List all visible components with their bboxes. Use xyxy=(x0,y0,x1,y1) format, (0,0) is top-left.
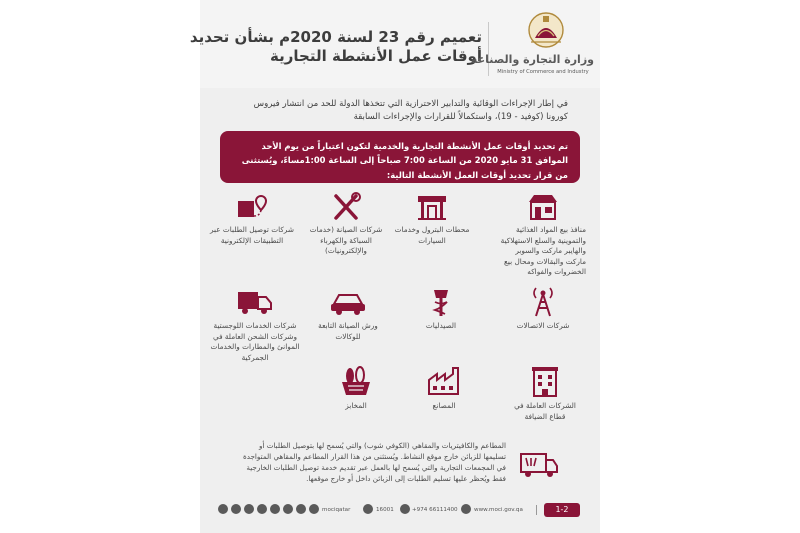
delivery-map-icon xyxy=(235,192,269,222)
whatsapp-icon xyxy=(400,504,410,514)
intro-text: في إطار الإجراءات الوقائية والتدابير الاحترازية التي تتخذها الدولة للحد من انتشار فيروس كورونا (كوفيد - 19)، واستكمالاً للقرارات والإجراءات السابقة xyxy=(253,99,568,123)
hotline-number[interactable]: 16001 xyxy=(376,507,394,513)
header xyxy=(189,0,600,88)
twitter-icon[interactable] xyxy=(270,504,280,514)
food-truck-icon xyxy=(518,448,560,480)
activity-hospitality-label: الشركات العاملة في قطاع الضيافة xyxy=(514,401,576,421)
factory-icon xyxy=(426,364,462,398)
facebook-icon[interactable] xyxy=(218,504,228,514)
activity-bakeries-label: المخابز xyxy=(345,401,367,410)
activity-food-label: منافذ بيع المواد الغذائية والتموينية والسلع الاستهلاكية والهايبر ماركت والسوبر ماركت والبقالات ومحال بيع الخضروات والفواكه xyxy=(500,225,586,277)
bread-basket-icon xyxy=(338,364,374,398)
footer-divider xyxy=(536,505,537,515)
infographic-card xyxy=(189,0,600,533)
antenna-icon xyxy=(526,284,560,318)
telegram-icon[interactable] xyxy=(244,504,254,514)
page-number-badge: 1-2 xyxy=(544,503,580,517)
activity-delivery-label: شركات توصيل الطلبات عبر التطبيقات الإلكترونية xyxy=(210,225,294,245)
tiktok-icon[interactable] xyxy=(231,504,241,514)
ministry-name-en: Ministry of Commerce and Industry xyxy=(497,69,589,75)
phone-icon xyxy=(363,504,373,514)
activity-maintenance-label: شركات الصيانة (خدمات السباكة والكهرباء والإلكترونيات) xyxy=(309,225,383,256)
banner-text: تم تحديد أوقات عمل الأنشطة التجارية والخدمية لتكون اعتباراً من يوم الأحد الموافق 31 مايو 2020 من الساعة 7:00 صباحاً إلى الساعة 1:00مساءً، ويُستثنى من قرار تحديد أوقات العمل الأنشطة التالية: xyxy=(241,141,568,180)
social-handle[interactable]: mociqatar xyxy=(322,507,351,513)
activity-factories-label: المصانع xyxy=(432,401,456,410)
activity-pharmacy-label: الصيدليات xyxy=(425,321,457,330)
page-title xyxy=(189,28,482,66)
ministry-name-ar: وزارة التجارة والصناعة xyxy=(470,53,594,66)
fuel-station-icon xyxy=(415,192,449,222)
ministry-emblem-icon xyxy=(517,8,575,52)
activity-workshops xyxy=(308,284,388,342)
activity-logistics xyxy=(208,284,302,363)
store-icon xyxy=(526,192,560,222)
activity-telecom-label: شركات الاتصالات xyxy=(516,321,570,330)
title-line-2: أوقات عمل الأنشطة التجارية xyxy=(270,47,482,66)
youtube-icon[interactable] xyxy=(257,504,267,514)
activity-pharmacy xyxy=(406,284,476,332)
activity-food xyxy=(500,192,586,278)
tools-icon xyxy=(329,192,363,222)
phone-number[interactable]: +974 66111400 xyxy=(412,507,458,513)
hotel-icon xyxy=(528,364,562,398)
restaurants-note: المطاعم والكافيتريات والمقاهي (الكوفي شوب) والتي يُسمح لها بتوصيل الطلبات أو تسليمها للزبائن خارج موقع النشاط. ويُستثنى من هذا القرار المطاعم والمقاهي المتواجدة في المجمعات التجارية والتي يُسمح لها بالعمل عبر تقديم خدمة توصيل الطلبات الخارجية فقط ويُحظر عليها تسليم الطلبات إلى الزبائن داخل أو خارج موقعها. xyxy=(242,441,506,484)
instagram-icon[interactable] xyxy=(296,504,306,514)
website-link[interactable]: www.moci.gov.qa xyxy=(474,507,523,513)
globe-icon xyxy=(461,504,471,514)
activity-delivery xyxy=(208,192,296,246)
activity-maintenance xyxy=(304,192,388,257)
linkedin-icon[interactable] xyxy=(309,504,319,514)
header-divider xyxy=(488,22,489,76)
activity-logistics-label: شركات الخدمات اللوجستية وشركات الشحن العاملة في الموانئ والمطارات والخدمات الجمركية xyxy=(210,321,300,362)
activity-workshops-label: ورش الصيانة التابعة للوكالات xyxy=(318,321,378,341)
activity-fuel-label: محطات البترول وخدمات السيارات xyxy=(394,225,470,245)
truck-icon xyxy=(235,284,275,318)
announcement-banner xyxy=(220,131,580,183)
activity-bakeries xyxy=(324,364,388,412)
snapchat-icon[interactable] xyxy=(283,504,293,514)
activity-telecom xyxy=(506,284,580,332)
car-icon xyxy=(328,284,368,318)
activity-hospitality xyxy=(506,364,584,422)
activity-factories xyxy=(412,364,476,412)
pharmacy-icon xyxy=(424,284,458,318)
activity-fuel xyxy=(392,192,472,246)
title-line-1: تعميم رقم 23 لسنة 2020م بشأن تحديد xyxy=(189,28,482,46)
